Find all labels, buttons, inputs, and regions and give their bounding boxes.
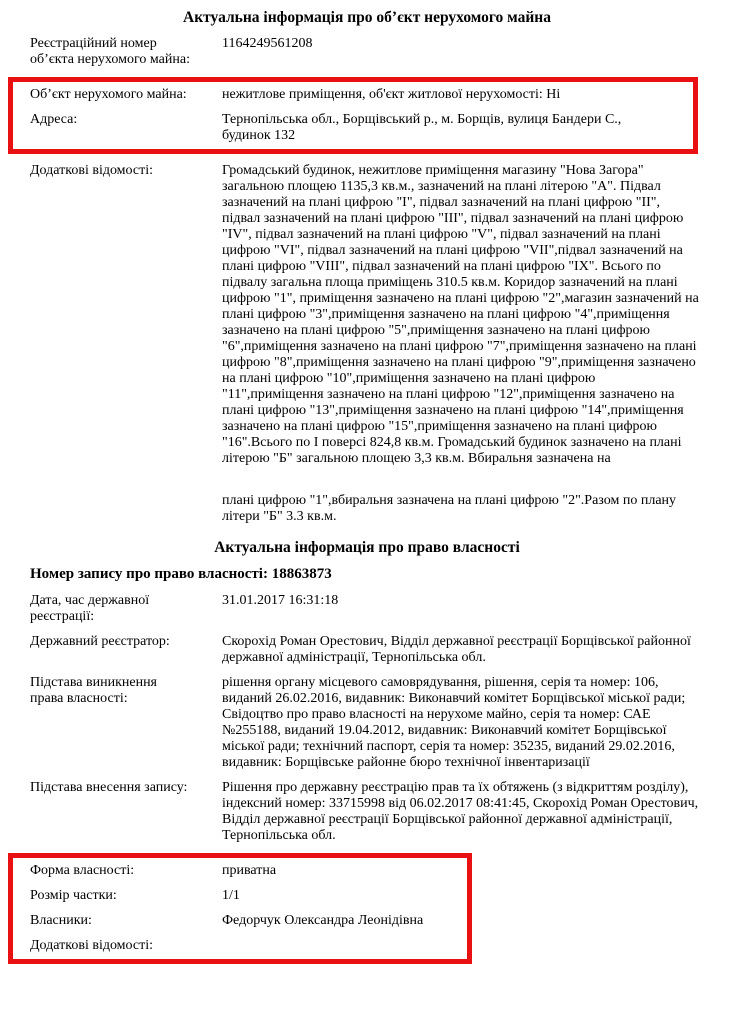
field-label: Дата, час державної реєстрації:	[30, 593, 150, 624]
field-value: нежитлове приміщення, об'єкт житлової нерухомості: Ні	[222, 87, 561, 102]
field-value: 1/1	[222, 888, 240, 903]
field-value: 31.01.2017 16:31:18	[222, 593, 339, 608]
additional-info-paragraph-2: плані цифрою "1",вбиральня зазначена на плані цифрою "2".Разом по плану літери "Б" 3.3 кв.м.	[222, 493, 677, 524]
field-label: Додаткові відомості:	[30, 938, 154, 953]
field-value: 1164249561208	[222, 36, 313, 51]
field-value: Тернопільська обл., Борщівський р., м. Борщів, вулиця Бандери С., будинок 132	[222, 112, 622, 143]
field-value: приватна	[222, 863, 277, 878]
row-address	[13, 112, 693, 144]
row-additional-info-object	[0, 163, 734, 525]
field-label: Адреса:	[30, 112, 78, 127]
field-value: рішення органу місцевого самоврядування, рішення, серія та номер: 106, виданий 26.02.2016, видавник: Виконавчий комітет Борщівської міської ради; Свідоцтво про право власності на нерухоме майно, серія та номер: САЕ №255188, виданий 19.04.2012, видавник: Виконавчий комітет Борщівської міської ради; технічний паспорт, серія та номер: 35235, виданий 29.02.2016, видавник: Борщівське районне бюро технічної інвентаризації	[222, 675, 686, 770]
field-label: Державний реєстратор:	[30, 634, 170, 649]
field-value: Скорохід Роман Орестович, Відділ державної реєстрації Борщівської районної державної адміністрації, Тернопільська обл.	[222, 634, 691, 665]
field-value: Федорчук Олександра Леонідівна	[222, 913, 424, 928]
field-value	[222, 163, 700, 525]
field-label: Розмір частки:	[30, 888, 117, 903]
section2-title: Актуальна інформація про право власності	[214, 539, 520, 556]
additional-info-paragraph-1: Громадський будинок, нежитлове приміщення магазину "Нова Загора" загальною площею 1135,3 кв.м., зазначений на плані літерою "А". Підвал зазначений на плані цифрою "I", підвал зазначений на плані цифрою "II", підвал зазначений на плані цифрою "III", підвал зазначений на плані цифрою "IV", підвал зазначений на плані цифрою "V", підвал зазначений на плані цифрою "VI", підвал зазначений на плані цифрою "VII",підвал зазначений на плані цифрою "VIII", підвал зазначений на плані цифрою "IX". Всього по підвалу загальна площа приміщень 310.5 кв.м. Коридор зазначений на плані цифрою "1", приміщення зазначено на плані цифрою "2",магазин зазначений на плані цифрою "3",приміщення зазначено на плані цифрою "4",приміщення зазначено на плані цифрою "5",приміщення зазначено на плані цифрою "6",приміщення зазначено на плані цифрою "7",приміщення зазначено на плані цифрою "8",приміщення зазначено на плані цифрою "9",приміщення зазначено на плані цифрою "10",приміщення зазначено на плані цифрою "11",приміщення зазначено на плані цифрою "12",приміщення зазначено на плані цифрою "13",приміщення зазначено на плані цифрою "14",приміщення зазначено на плані цифрою "15",приміщення зазначено на плані цифрою "16".Всього по І поверсі 824,8 кв.м. Громадський будинок зазначено на плані літерою "Б" загальною площею 3,3 кв.м. Вбиральня зазначена на	[222, 163, 699, 466]
row-owners	[13, 913, 467, 929]
field-label: Об’єкт нерухомого майна:	[30, 87, 187, 102]
row-share-size	[13, 888, 467, 904]
row-state-registrar	[0, 634, 734, 666]
row-property-object	[13, 87, 693, 103]
section1-title: Актуальна інформація про об’єкт нерухомого майна	[183, 9, 551, 26]
field-label: Додаткові відомості:	[30, 163, 154, 178]
field-label: Форма власності:	[30, 863, 135, 878]
row-ownership-basis	[0, 675, 734, 771]
row-record-entry-basis	[0, 780, 734, 844]
field-label: Власники:	[30, 913, 92, 928]
highlight-box-property	[8, 77, 698, 154]
field-label: Підстава внесення запису:	[30, 780, 188, 795]
field-label: Підстава виникнення права власності:	[30, 675, 157, 706]
row-additional-info-ownership	[13, 938, 467, 954]
field-value: Рішення про державну реєстрацію прав та їх обтяжень (з відкриттям розділу), індексний номер: 33715998 від 06.02.2017 08:41:45, Скорохід Роман Орестович, Відділ державної реєстрації Борщівської районної державної адміністрації, Тернопільська обл.	[222, 780, 699, 843]
row-ownership-form	[13, 863, 467, 879]
field-value	[222, 938, 441, 954]
row-registration-number	[0, 36, 734, 68]
ownership-record-number: Номер запису про право власності: 18863873	[30, 566, 332, 582]
field-label: Реєстраційний номер об’єкта нерухомого майна:	[30, 36, 190, 67]
highlight-box-ownership	[8, 853, 472, 964]
row-registration-datetime	[0, 593, 734, 625]
